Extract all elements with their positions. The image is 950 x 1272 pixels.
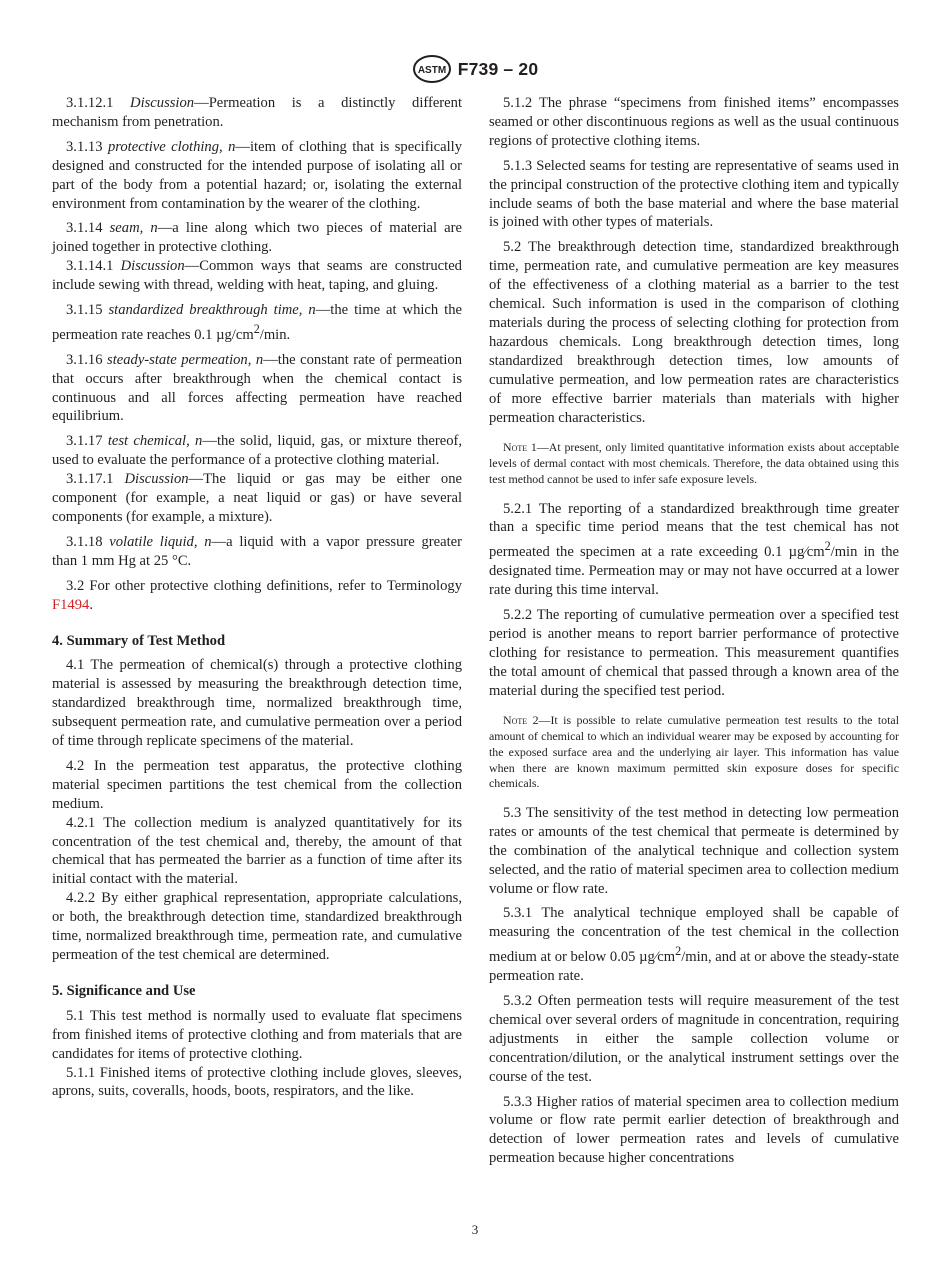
para-5-2: 5.2 The breakthrough detection time, standardized breakthrough time, permeation rate, and cumulative permeation are key measures of the effectiveness of a clothing material as a barrier to the test chemical. Such information is used in the comparison of clothing materials during the process of selecting clothing for protection from hazardous chemicals. Long breakthrough detection times, long standardized breakthrough detection times, low amounts of cumulative permeation, and low permeation rates are characteristics of more effective barrier materials than materials with higher permeation characteristics. bbox=[489, 239, 899, 426]
para-3-1-16: 3.1.16 steady-state permeation, n—the constant rate of permeation that occurs after breakthrough when the chemical contact is continuous and all forces affecting permeation have reached equilibrium. bbox=[52, 351, 462, 425]
para-5-2-2: 5.2.2 The reporting of cumulative permeation over a specified test period is another means to report barrier performance of protective clothing for resistance to permeation. This measurement quantifies the total amount of chemical that passed through a known area of the material during the specified test period. bbox=[489, 606, 899, 699]
para-5-1: 5.1 This test method is normally used to evaluate flat specimens from finished items of protective clothing and from materials that are candidates for items of protective clothing. bbox=[52, 1007, 462, 1062]
terminology-link[interactable]: F1494 bbox=[52, 596, 90, 613]
para-5-3: 5.3 The sensitivity of the test method in detecting low permeation rates or amounts of the test chemical that permeate is determined by the combination of the analytical technique and collection system selected, and the ratio of material specimen area to collection medium volume or flow rate. bbox=[489, 804, 899, 897]
para-5-1-1: 5.1.1 Finished items of protective clothing include gloves, sleeves, aprons, suits, coveralls, hoods, boots, respirators, and the like. bbox=[52, 1064, 462, 1100]
para-4-2-1: 4.2.1 The collection medium is analyzed quantitatively for its concentration of the test chemical and, thereby, the amount of that chemical that has permeated the barrier as a function of time after its initial contact with the material. bbox=[52, 814, 462, 888]
note-2: Note 2—It is possible to relate cumulative permeation test results to the total amount of chemical to which an individual wearer may be exposed by accounting for the exposed surface area and the underlying air layer. This information has value when there are known maximum permitted skin exposure doses for specific chemicals. bbox=[489, 713, 900, 791]
astm-logo-icon bbox=[412, 54, 452, 84]
logo-text: ASTM bbox=[417, 65, 446, 76]
para-3-1-12-1: 3.1.12.1 Discussion—Permeation is a distinctly different mechanism from penetration. bbox=[52, 95, 462, 130]
document-designation: F739 – 20 bbox=[457, 58, 539, 79]
page-number: 3 bbox=[471, 1222, 479, 1237]
para-5-3-3: 5.3.3 Higher ratios of material specimen area to collection medium volume or flow rate permit earlier detection of breakthrough and detection of lower permeation rates and levels of cumulative permeation because higher concentrations bbox=[489, 1093, 899, 1167]
page-header bbox=[0, 52, 950, 86]
para-3-1-14-1: 3.1.14.1 Discussion—Common ways that seams are constructed include sewing with thread, welding with heat, taping, and gluing. bbox=[52, 258, 462, 294]
note-1: Note 1—At present, only limited quantitative information exists about acceptable levels of dermal contact with most chemicals. Therefore, the data obtained using this test method cannot be used to infer safe exposure levels. bbox=[489, 440, 899, 486]
para-5-1-3: 5.1.3 Selected seams for testing are representative of seams used in the principal construction of the protective clothing item and typically include seams of both the base material and where the base material is joined with other types of materials. bbox=[489, 157, 899, 231]
para-5-3-1: 5.3.1 The analytical technique employed shall be capable of measuring the concentration of the test chemical in the collection medium at or below 0.05 $\mu g⁄cm^2/\min$, and at or above the steady-state permeation rate. bbox=[489, 905, 899, 985]
para-4-2: 4.2 In the permeation test apparatus, the protective clothing material specimen partitions the test chemical from the collection medium. bbox=[52, 757, 462, 812]
para-4-2-2: 4.2.2 By either graphical representation, appropriate calculations, or both, the breakthrough detection time, standardized breakthrough time, normalized breakthrough time, permeation rate, and cumulative permeation of the test chemical are determined. bbox=[52, 890, 462, 964]
para-4-1: 4.1 The permeation of chemical(s) through a protective clothing material is assessed by measuring the breakthrough detection time, standardized breakthrough time, normalized breakthrough time, subsequent permeation rate, and cumulative permeation over a period of time through replicate specimens of the material. bbox=[52, 657, 462, 750]
para-5-1-2: 5.1.2 The phrase “specimens from finished items” encompasses seamed or other discontinuous regions as well as the usual continuous regions of protective clothing items. bbox=[489, 95, 899, 149]
para-3-1-18: 3.1.18 volatile liquid, n—a liquid with a vapor pressure greater than 1 mm Hg at 25 °C. bbox=[52, 533, 462, 569]
right-column bbox=[489, 94, 899, 1174]
para-3-1-13: 3.1.13 protective clothing, n—item of clothing that is specifically designed and constructed for the intended purpose of isolating all or part of the body from a potential hazard; or, isolating the external environment from contamination by the wearer of the clothing. bbox=[52, 138, 462, 212]
para-5-2-1: 5.2.1 The reporting of a standardized breakthrough time greater than a specific time period means that the test chemical has not permeated the specimen at a rate exceeding 0.1 $\mu g⁄cm^2/\min$ in the designated time. Permeation may or may not have occurred at a lower rate during this time interval. bbox=[489, 500, 899, 598]
para-3-2: 3.2 For other protective clothing definitions, refer to Terminology F1494. bbox=[52, 577, 462, 613]
para-3-1-15: 3.1.15 standardized breakthrough time, n—the time at which the permeation rate reaches 0.1 $\mu g/cm^2/\min$. bbox=[52, 302, 462, 343]
section-4-heading: 4. Summary of Test Method bbox=[52, 632, 226, 649]
para-3-1-17: 3.1.17 test chemical, n—the solid, liquid, gas, or mixture thereof, used to evaluate the performance of a protective clothing material. bbox=[52, 433, 463, 469]
para-3-1-17-1: 3.1.17.1 Discussion—The liquid or gas may be either one component (for example, a neat liquid or gas) or have several components (for example, a mixture). bbox=[52, 471, 462, 525]
para-3-1-14: 3.1.14 seam, n—a line along which two pieces of material are joined together in protective clothing. bbox=[52, 220, 462, 256]
para-5-3-2: 5.3.2 Often permeation tests will require measurement of the test chemical over several orders of magnitude in concentration, requiring adjustments in either the sample collection volume or concentration/dilution, or the analytical instrument settings over the course of the test. bbox=[489, 992, 899, 1085]
section-5-heading: 5. Significance and Use bbox=[52, 982, 196, 999]
left-column bbox=[52, 94, 462, 1107]
